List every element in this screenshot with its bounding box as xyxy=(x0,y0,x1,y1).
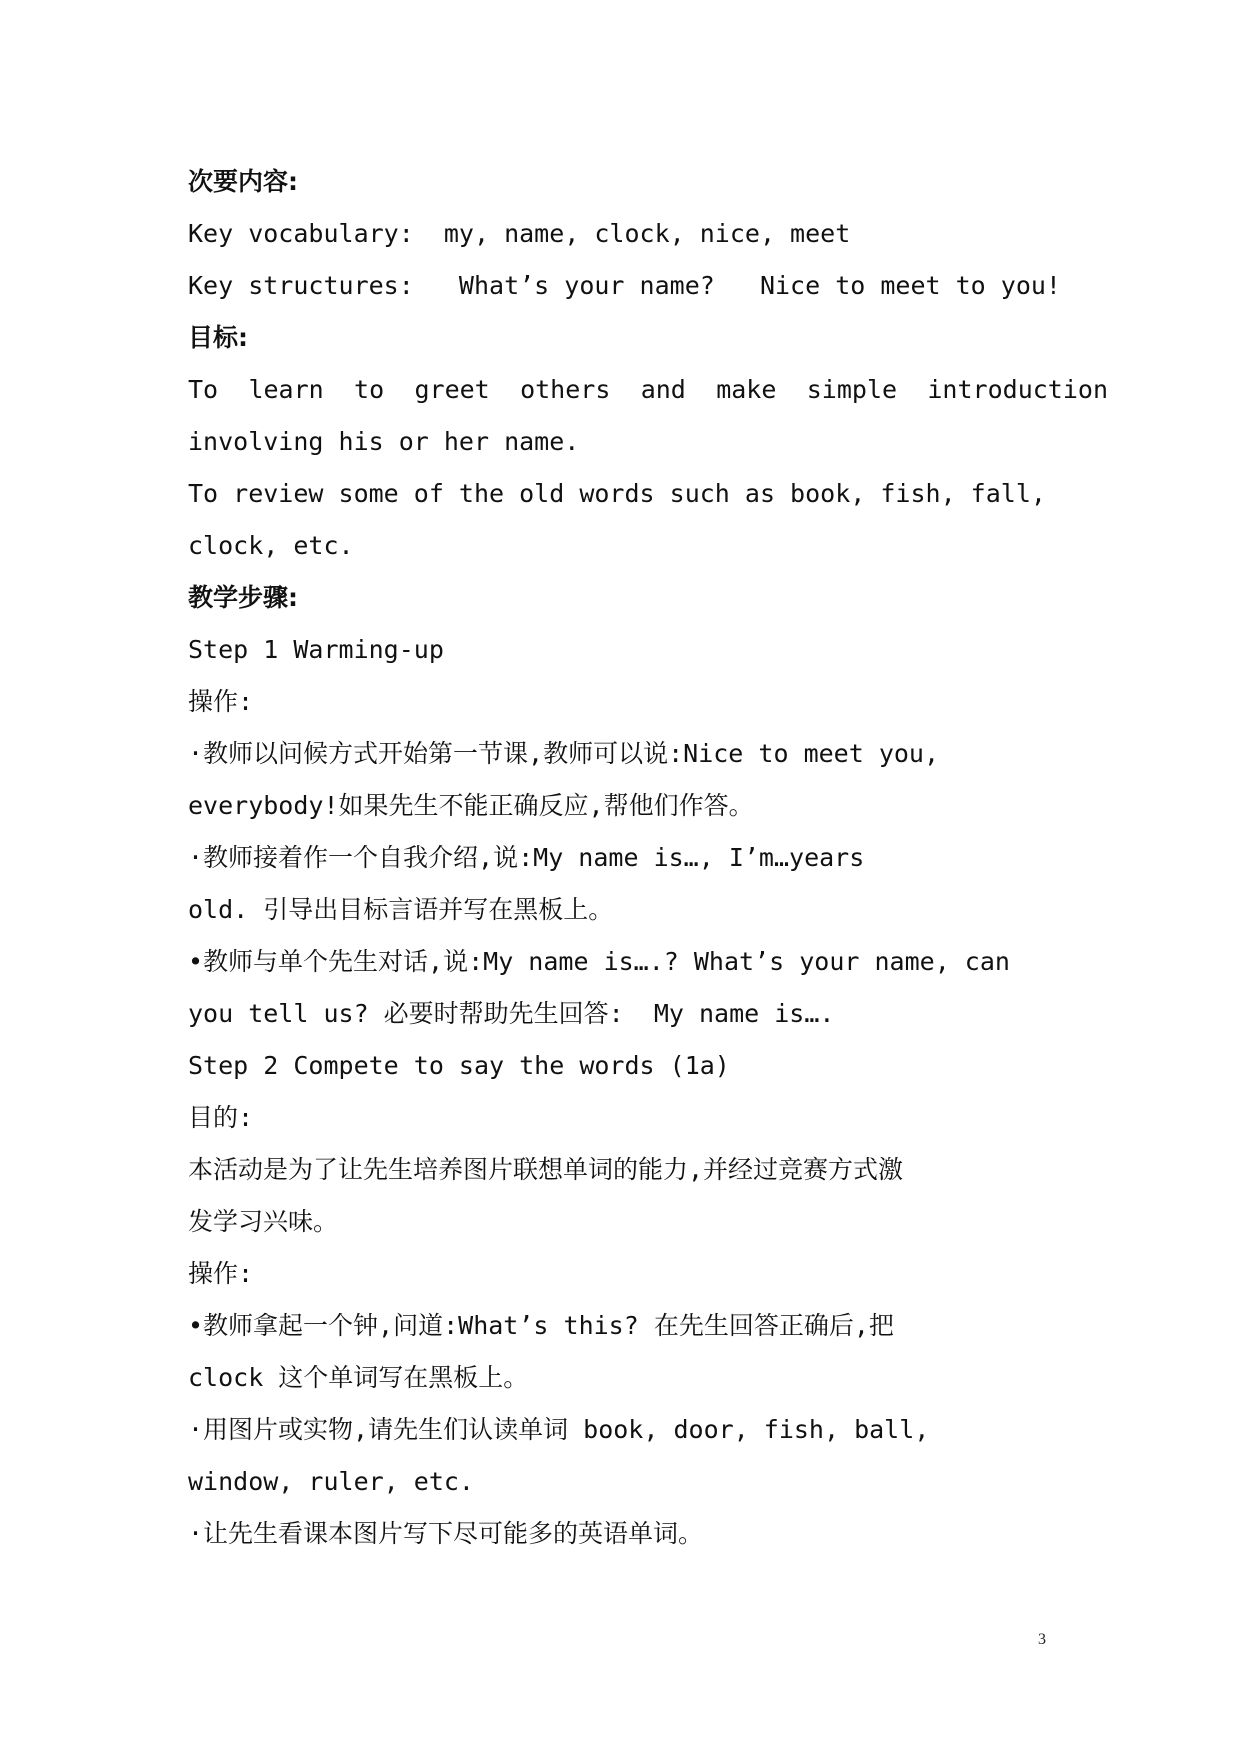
step-2-title: Step 2 Compete to say the words (1a) xyxy=(188,1051,730,1080)
step-2-bullet-line: clock 这个单词写在黑板上。 xyxy=(188,1363,529,1392)
key-vocabulary-line: Key vocabulary: my, name, clock, nice, meet xyxy=(188,219,851,248)
step-2-bullet-line: •教师拿起一个钟,问道:What’s this? 在先生回答正确后,把 xyxy=(188,1311,894,1340)
page-number: 3 xyxy=(1038,1631,1046,1648)
goal-text-line: To learn to greet others and make simple introduction xyxy=(188,375,1108,404)
goal-text-line: To review some of the old words such as book, fish, fall, xyxy=(188,479,1046,508)
teaching-steps-heading: 教学步骤: xyxy=(188,583,298,612)
step-1-bullet-line: ·教师以问候方式开始第一节课,教师可以说:Nice to meet you, xyxy=(188,739,940,768)
step-2-purpose-line: 本活动是为了让先生培养图片联想单词的能力,并经过竞赛方式激 xyxy=(188,1155,904,1184)
key-structures-line: Key structures: What’s your name? Nice to meet to you! xyxy=(188,271,1061,300)
step-1-operation-label: 操作: xyxy=(188,687,254,716)
goal-text-line: clock, etc. xyxy=(188,531,354,560)
step-1-bullet-line: ·教师接着作一个自我介绍,说:My name is…, I’m…years xyxy=(188,843,865,872)
lesson-plan-content xyxy=(188,156,1108,1560)
step-2-bullet-line: ·用图片或实物,请先生们认读单词 book, door, fish, ball, xyxy=(188,1415,930,1444)
step-2-purpose-label: 目的: xyxy=(188,1103,254,1132)
step-2-bullet-line: window, ruler, etc. xyxy=(188,1467,474,1496)
step-2-operation-label: 操作: xyxy=(188,1259,254,1288)
goal-heading: 目标: xyxy=(188,323,248,352)
step-2-bullet-line: ·让先生看课本图片写下尽可能多的英语单词。 xyxy=(188,1519,704,1548)
step-1-bullet-line: you tell us? 必要时帮助先生回答: My name is…. xyxy=(188,999,835,1028)
step-2-purpose-line: 发学习兴味。 xyxy=(188,1207,339,1236)
step-1-bullet-line: old. 引导出目标言语并写在黑板上。 xyxy=(188,895,614,924)
step-1-title: Step 1 Warming-up xyxy=(188,635,444,664)
secondary-content-heading: 次要内容: xyxy=(188,167,298,196)
step-1-bullet-line: everybody!如果先生不能正确反应,帮他们作答。 xyxy=(188,791,754,820)
goal-text-line: involving his or her name. xyxy=(188,427,580,456)
step-1-bullet-line: •教师与单个先生对话,说:My name is….? What’s your name, can xyxy=(188,947,1010,976)
